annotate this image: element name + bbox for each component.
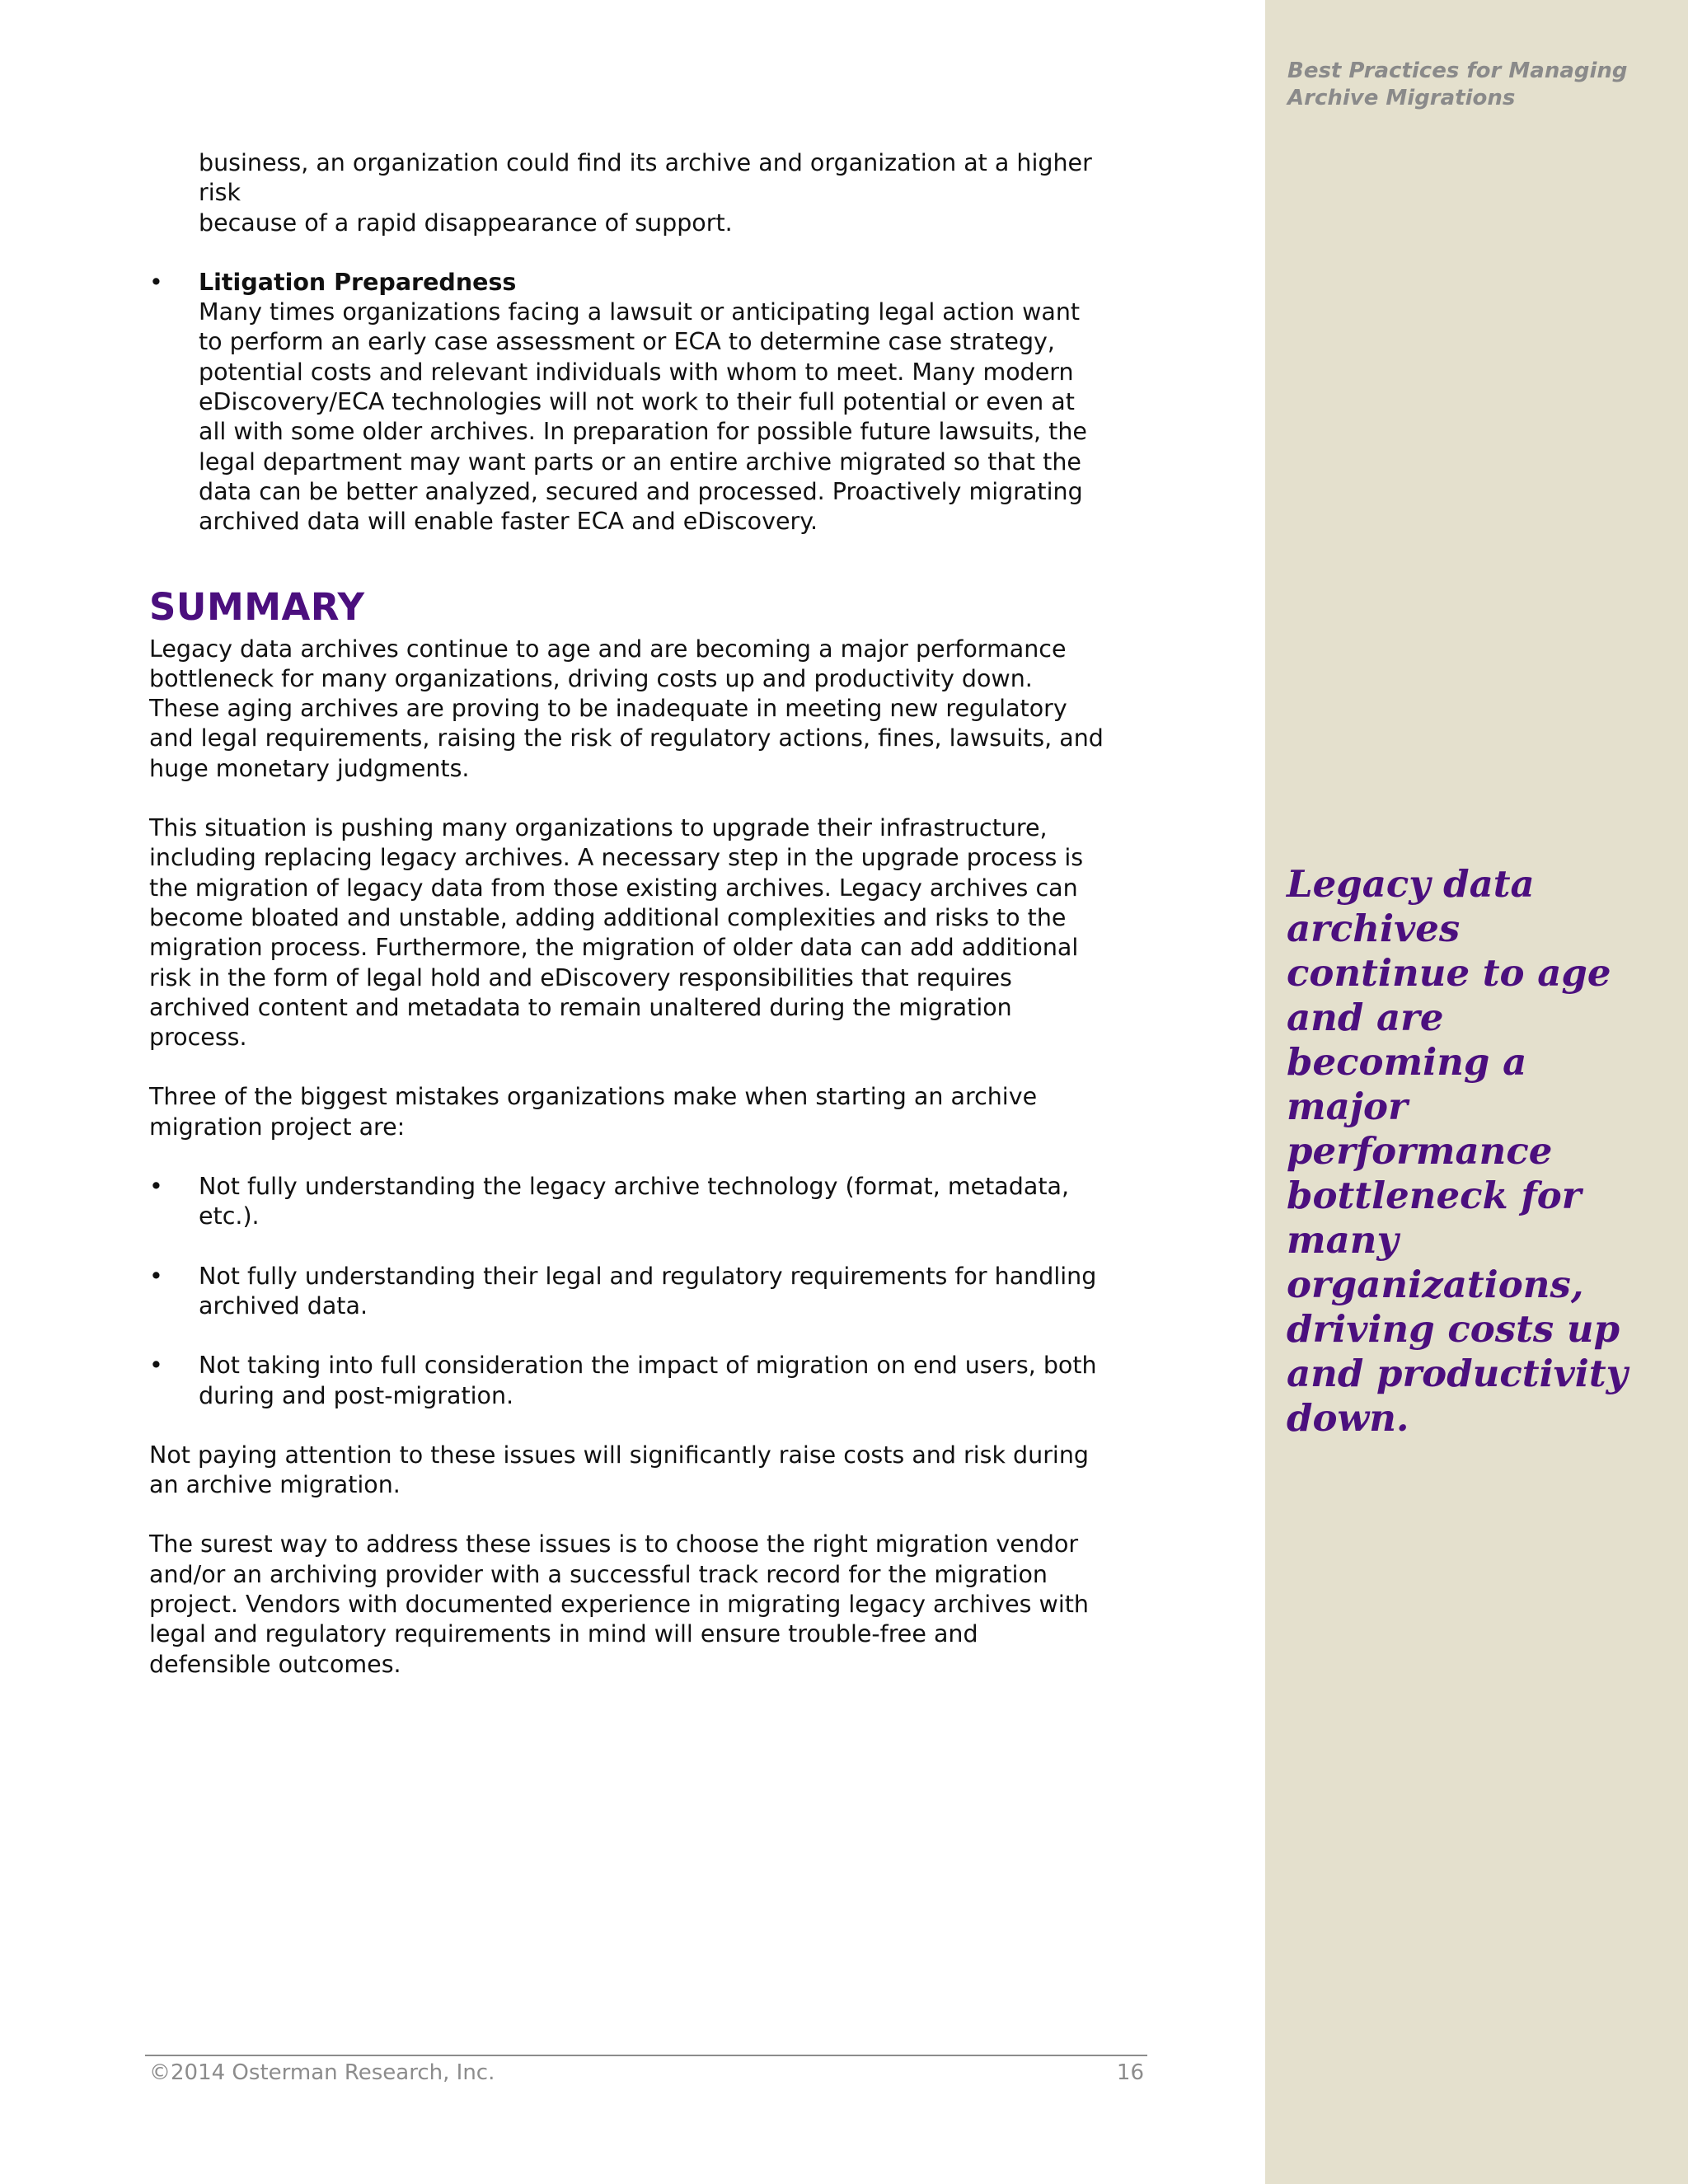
bullet-marker: •	[149, 268, 163, 296]
bullet-mistake-3	[149, 1351, 1105, 1411]
running-title-line-1: Best Practices for Managing	[1287, 59, 1628, 83]
bullet-mistake-2	[149, 1262, 1105, 1322]
summary-paragraph-2: This situation is pushing many organizations to upgrade their infrastructure, including replacing legacy archives. A necessary step in the upgrade process is the migration of legacy data from those existing archives. Legacy archives can become bloated and unstable, adding additional complexities and risks to the migration process. Furthermore, the migration of older data can add additional risk in the form of legal hold and eDiscovery responsibilities that requires archived content and metadata to remain unaltered during the migration process.	[149, 814, 1084, 1052]
bullet-marker: •	[149, 1262, 163, 1290]
continuation-line-2: because of a rapid disappearance of support.	[199, 209, 733, 237]
page-number: 16	[1116, 2060, 1144, 2085]
summary-paragraph-3: Three of the biggest mistakes organizations make when starting an archive migration project are:	[149, 1083, 1038, 1141]
footer-copyright: ©2014 Osterman Research, Inc.	[149, 2060, 495, 2085]
pull-quote: Legacy data archives continue to age and are becoming a major performance bottleneck for many organizations, driving costs up and productivity down.	[1287, 862, 1628, 1440]
summary-paragraph-1: Legacy data archives continue to age and are becoming a major performance bottleneck for many organizations, driving costs up and productivity down. These aging archives are proving to be inadequate in meeting new regulatory and legal requirements, raising the risk of regulatory actions, fines, lawsuits, and huge monetary judgments.	[149, 635, 1104, 782]
main-content	[149, 148, 1105, 1680]
bullet-mistake-1	[149, 1172, 1105, 1232]
continuation-line-1: business, an organization could find its archive and organization at a higher risk	[199, 149, 1092, 207]
mistake-3-text: Not taking into full consideration the impact of migration on end users, both during and post-migration.	[199, 1352, 1097, 1409]
litigation-heading: Litigation Preparedness	[199, 268, 517, 296]
litigation-text: Many times organizations facing a lawsuit or anticipating legal action want to perform an early case assessment or ECA to determine case strategy, potential costs and relevant individuals with whom to meet. Many modern eDiscovery/ECA technologies will not work to their full potential or even at all with some older archives. In preparation for possible future lawsuits, the legal department may want parts or an entire archive migrated so that the data can be better analyzed, secured and processed. Proactively migrating archived data will enable faster ECA and eDiscovery.	[199, 298, 1087, 536]
bullet-marker: •	[149, 1352, 163, 1380]
running-title	[1287, 58, 1667, 112]
summary-paragraph-5: The surest way to address these issues is to choose the right migration vendor and/or an archiving provider with a successful track record for the migration project. Vendors with documented experience in migrating legacy archives with legal and regulatory requirements in mind will ensure trouble-free and defensible outcomes.	[149, 1530, 1089, 1678]
mistake-1-text: Not fully understanding the legacy archive technology (format, metadata, etc.).	[199, 1173, 1070, 1230]
bullet-marker: •	[149, 1173, 163, 1201]
summary-heading: SUMMARY	[149, 584, 365, 629]
running-title-line-2: Archive Migrations	[1287, 86, 1516, 110]
footer-divider	[145, 2055, 1147, 2056]
mistake-2-text: Not fully understanding their legal and regulatory requirements for handling archived data.	[199, 1262, 1097, 1319]
bullet-litigation-preparedness	[149, 268, 1105, 537]
summary-paragraph-4: Not paying attention to these issues will significantly raise costs and risk during an archive migration.	[149, 1441, 1089, 1499]
continuation-paragraph	[149, 148, 1105, 238]
